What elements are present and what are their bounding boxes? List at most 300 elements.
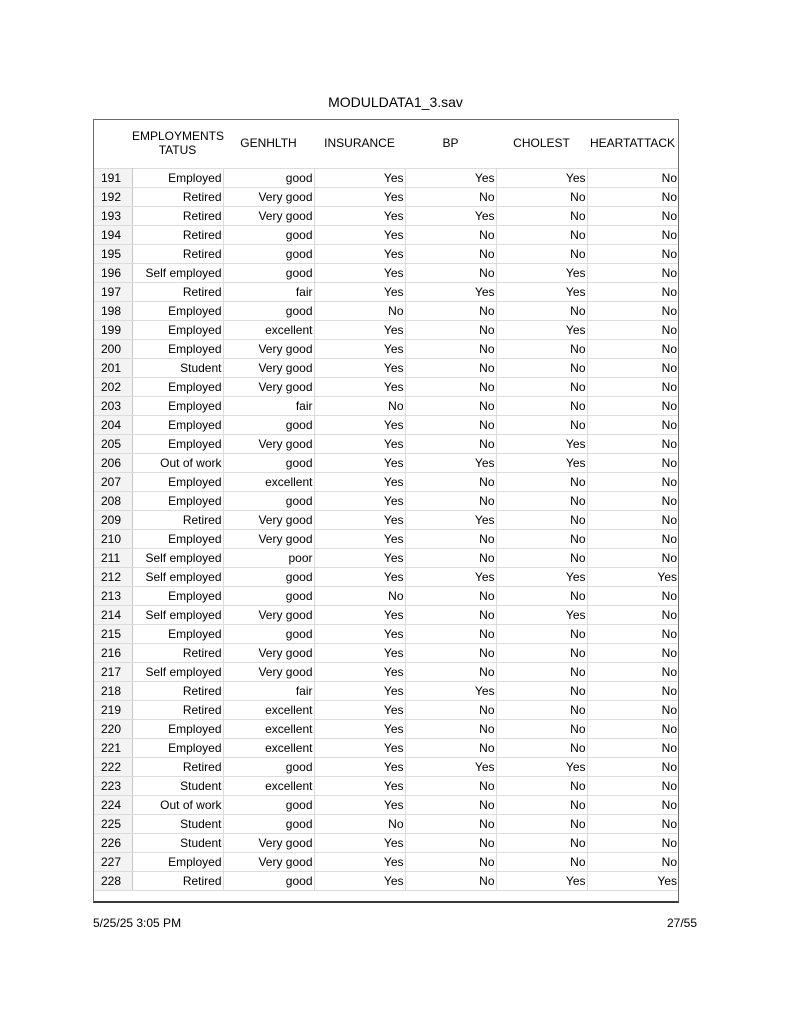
employmentstatus-cell: Retired: [132, 245, 223, 264]
bp-cell: No: [405, 739, 496, 758]
employmentstatus-cell: Employed: [132, 435, 223, 454]
genhlth-cell: good: [223, 625, 314, 644]
heartattack-cell: No: [587, 625, 678, 644]
employmentstatus-cell: Employed: [132, 397, 223, 416]
heartattack-cell: No: [587, 169, 678, 188]
table-row: [94, 625, 678, 644]
genhlth-cell: good: [223, 587, 314, 606]
genhlth-cell: Very good: [223, 340, 314, 359]
employmentstatus-cell: Retired: [132, 511, 223, 530]
employmentstatus-cell: Employed: [132, 720, 223, 739]
employmentstatus-cell: Retired: [132, 872, 223, 891]
heartattack-cell: No: [587, 663, 678, 682]
cholest-cell: No: [496, 416, 587, 435]
heartattack-cell: No: [587, 378, 678, 397]
table-row: [94, 663, 678, 682]
employmentstatus-cell: Employed: [132, 321, 223, 340]
genhlth-cell: Very good: [223, 606, 314, 625]
cholest-cell: No: [496, 853, 587, 872]
bp-cell: No: [405, 625, 496, 644]
bp-cell: Yes: [405, 207, 496, 226]
employmentstatus-cell: Employed: [132, 530, 223, 549]
genhlth-cell: good: [223, 454, 314, 473]
insurance-cell: Yes: [314, 720, 405, 739]
heartattack-cell: No: [587, 530, 678, 549]
employmentstatus-cell: Employed: [132, 302, 223, 321]
employmentstatus-cell: Student: [132, 359, 223, 378]
heartattack-cell: No: [587, 682, 678, 701]
row-number-cell: 211: [94, 549, 132, 568]
row-number-cell: 192: [94, 188, 132, 207]
heartattack-cell: No: [587, 815, 678, 834]
employmentstatus-cell: Retired: [132, 226, 223, 245]
table-row: [94, 283, 678, 302]
heartattack-cell: No: [587, 758, 678, 777]
employmentstatus-cell: Retired: [132, 188, 223, 207]
employmentstatus-cell: Student: [132, 815, 223, 834]
row-number-cell: 193: [94, 207, 132, 226]
table-row: [94, 644, 678, 663]
insurance-cell: Yes: [314, 853, 405, 872]
genhlth-cell: excellent: [223, 739, 314, 758]
genhlth-cell: fair: [223, 682, 314, 701]
table-row: [94, 492, 678, 511]
row-number-header: [94, 120, 132, 169]
bp-cell: No: [405, 644, 496, 663]
bp-cell: No: [405, 397, 496, 416]
cholest-cell: No: [496, 815, 587, 834]
table-row: [94, 245, 678, 264]
heartattack-cell: No: [587, 340, 678, 359]
genhlth-cell: good: [223, 245, 314, 264]
employmentstatus-header: EMPLOYMENTS TATUS: [132, 129, 225, 157]
genhlth-cell: fair: [223, 397, 314, 416]
genhlth-cell: Very good: [223, 834, 314, 853]
genhlth-cell: good: [223, 302, 314, 321]
cholest-cell: No: [496, 739, 587, 758]
genhlth-cell: excellent: [223, 720, 314, 739]
row-number-cell: 223: [94, 777, 132, 796]
row-number-cell: 197: [94, 283, 132, 302]
heartattack-cell: No: [587, 492, 678, 511]
genhlth-cell: good: [223, 872, 314, 891]
insurance-cell: Yes: [314, 701, 405, 720]
table-row: [94, 188, 678, 207]
employmentstatus-cell: Employed: [132, 169, 223, 188]
bp-cell: No: [405, 777, 496, 796]
table-row: [94, 853, 678, 872]
insurance-cell: Yes: [314, 739, 405, 758]
heartattack-cell: No: [587, 739, 678, 758]
genhlth-cell: Very good: [223, 359, 314, 378]
bp-cell: No: [405, 321, 496, 340]
heartattack-cell: No: [587, 359, 678, 378]
insurance-cell: Yes: [314, 283, 405, 302]
cholest-cell: Yes: [496, 454, 587, 473]
bp-cell: Yes: [405, 169, 496, 188]
table-row: [94, 454, 678, 473]
employmentstatus-cell: Retired: [132, 644, 223, 663]
row-number-cell: 203: [94, 397, 132, 416]
employmentstatus-cell: Out of work: [132, 796, 223, 815]
row-number-cell: 198: [94, 302, 132, 321]
bp-cell: No: [405, 492, 496, 511]
table-row: [94, 777, 678, 796]
cholest-cell: Yes: [496, 169, 587, 188]
table-row: [94, 378, 678, 397]
heartattack-cell: No: [587, 606, 678, 625]
genhlth-cell: Very good: [223, 644, 314, 663]
table-row: [94, 435, 678, 454]
table-row: [94, 530, 678, 549]
bp-cell: No: [405, 796, 496, 815]
row-number-cell: 201: [94, 359, 132, 378]
heartattack-cell: Yes: [587, 872, 678, 891]
document-title: MODULDATA1_3.sav: [328, 94, 463, 110]
insurance-cell: Yes: [314, 188, 405, 207]
bp-cell: No: [405, 188, 496, 207]
employmentstatus-cell: Student: [132, 834, 223, 853]
bp-cell: No: [405, 872, 496, 891]
cholest-cell: No: [496, 701, 587, 720]
row-number-cell: 214: [94, 606, 132, 625]
cholest-cell: No: [496, 644, 587, 663]
table-row: [94, 796, 678, 815]
cholest-cell: Yes: [496, 283, 587, 302]
cholest-header: CHOLEST: [513, 136, 570, 150]
cholest-cell: No: [496, 625, 587, 644]
heartattack-cell: No: [587, 283, 678, 302]
row-number-cell: 219: [94, 701, 132, 720]
employmentstatus-cell: Employed: [132, 492, 223, 511]
genhlth-cell: good: [223, 758, 314, 777]
heartattack-cell: No: [587, 473, 678, 492]
insurance-cell: No: [314, 397, 405, 416]
heartattack-cell: No: [587, 416, 678, 435]
employmentstatus-cell: Self employed: [132, 568, 223, 587]
cholest-cell: No: [496, 226, 587, 245]
footer-page-number: 27/55: [666, 916, 697, 930]
cholest-cell: No: [496, 473, 587, 492]
cholest-cell: No: [496, 492, 587, 511]
genhlth-cell: Very good: [223, 511, 314, 530]
cholest-cell: Yes: [496, 568, 587, 587]
genhlth-cell: good: [223, 264, 314, 283]
genhlth-cell: Very good: [223, 853, 314, 872]
bp-cell: No: [405, 530, 496, 549]
bp-cell: Yes: [405, 283, 496, 302]
insurance-cell: Yes: [314, 226, 405, 245]
heartattack-cell: No: [587, 587, 678, 606]
row-number-cell: 226: [94, 834, 132, 853]
insurance-cell: Yes: [314, 777, 405, 796]
row-number-cell: 213: [94, 587, 132, 606]
cholest-cell: Yes: [496, 264, 587, 283]
employmentstatus-cell: Retired: [132, 758, 223, 777]
row-number-cell: 204: [94, 416, 132, 435]
cholest-cell: No: [496, 340, 587, 359]
table-row: [94, 815, 678, 834]
row-number-cell: 227: [94, 853, 132, 872]
insurance-cell: Yes: [314, 435, 405, 454]
cholest-cell: No: [496, 530, 587, 549]
cholest-cell: No: [496, 245, 587, 264]
genhlth-cell: excellent: [223, 701, 314, 720]
row-number-cell: 195: [94, 245, 132, 264]
row-number-cell: 209: [94, 511, 132, 530]
bp-cell: No: [405, 264, 496, 283]
heartattack-cell: No: [587, 796, 678, 815]
row-number-cell: 194: [94, 226, 132, 245]
heartattack-cell: No: [587, 777, 678, 796]
genhlth-cell: good: [223, 815, 314, 834]
bp-cell: Yes: [405, 682, 496, 701]
table-row: [94, 834, 678, 853]
genhlth-cell: good: [223, 226, 314, 245]
cholest-cell: Yes: [496, 606, 587, 625]
bp-cell: No: [405, 549, 496, 568]
insurance-cell: Yes: [314, 530, 405, 549]
genhlth-cell: excellent: [223, 321, 314, 340]
table-row: [94, 511, 678, 530]
bp-cell: No: [405, 701, 496, 720]
cholest-cell: No: [496, 378, 587, 397]
data-table: [94, 120, 678, 891]
insurance-cell: Yes: [314, 169, 405, 188]
heartattack-cell: No: [587, 302, 678, 321]
insurance-cell: Yes: [314, 511, 405, 530]
bp-cell: No: [405, 853, 496, 872]
table-row: [94, 226, 678, 245]
genhlth-cell: Very good: [223, 435, 314, 454]
data-table-frame: [93, 119, 679, 903]
heartattack-cell: No: [587, 853, 678, 872]
bp-cell: No: [405, 606, 496, 625]
heartattack-header: HEARTATTACK: [589, 136, 676, 150]
genhlth-cell: good: [223, 568, 314, 587]
insurance-cell: Yes: [314, 359, 405, 378]
heartattack-cell: Yes: [587, 568, 678, 587]
row-number-cell: 225: [94, 815, 132, 834]
employmentstatus-cell: Retired: [132, 283, 223, 302]
cholest-cell: No: [496, 511, 587, 530]
row-number-cell: 220: [94, 720, 132, 739]
row-number-cell: 216: [94, 644, 132, 663]
employmentstatus-cell: Self employed: [132, 549, 223, 568]
table-row: [94, 264, 678, 283]
employmentstatus-cell: Employed: [132, 625, 223, 644]
cholest-cell: No: [496, 359, 587, 378]
employmentstatus-cell: Self employed: [132, 606, 223, 625]
insurance-cell: Yes: [314, 872, 405, 891]
insurance-cell: Yes: [314, 625, 405, 644]
cholest-cell: Yes: [496, 758, 587, 777]
bp-cell: No: [405, 587, 496, 606]
heartattack-cell: No: [587, 226, 678, 245]
row-number-cell: 191: [94, 169, 132, 188]
bp-cell: Yes: [405, 511, 496, 530]
bp-cell: No: [405, 435, 496, 454]
table-row: [94, 720, 678, 739]
cholest-cell: No: [496, 834, 587, 853]
cholest-cell: Yes: [496, 321, 587, 340]
insurance-cell: Yes: [314, 834, 405, 853]
heartattack-cell: No: [587, 701, 678, 720]
insurance-cell: Yes: [314, 663, 405, 682]
bp-cell: No: [405, 245, 496, 264]
genhlth-cell: Very good: [223, 378, 314, 397]
table-row: [94, 606, 678, 625]
row-number-cell: 196: [94, 264, 132, 283]
cholest-cell: No: [496, 720, 587, 739]
insurance-cell: Yes: [314, 321, 405, 340]
insurance-header: INSURANCE: [324, 136, 395, 150]
heartattack-cell: No: [587, 549, 678, 568]
heartattack-cell: No: [587, 644, 678, 663]
employmentstatus-cell: Employed: [132, 587, 223, 606]
insurance-cell: Yes: [314, 682, 405, 701]
table-row: [94, 682, 678, 701]
insurance-cell: Yes: [314, 758, 405, 777]
table-row: [94, 169, 678, 188]
heartattack-cell: No: [587, 207, 678, 226]
heartattack-cell: No: [587, 834, 678, 853]
bp-cell: No: [405, 416, 496, 435]
genhlth-cell: good: [223, 796, 314, 815]
genhlth-cell: good: [223, 416, 314, 435]
row-number-cell: 224: [94, 796, 132, 815]
bp-cell: No: [405, 473, 496, 492]
table-row: [94, 568, 678, 587]
row-number-cell: 202: [94, 378, 132, 397]
insurance-cell: Yes: [314, 416, 405, 435]
row-number-cell: 212: [94, 568, 132, 587]
row-number-cell: 215: [94, 625, 132, 644]
cholest-cell: No: [496, 663, 587, 682]
genhlth-cell: Very good: [223, 530, 314, 549]
insurance-cell: Yes: [314, 796, 405, 815]
cholest-cell: No: [496, 549, 587, 568]
table-header-row: [94, 120, 678, 169]
employmentstatus-cell: Employed: [132, 853, 223, 872]
genhlth-cell: Very good: [223, 663, 314, 682]
bp-cell: No: [405, 720, 496, 739]
employmentstatus-cell: Employed: [132, 340, 223, 359]
table-row: [94, 340, 678, 359]
table-row: [94, 473, 678, 492]
insurance-cell: Yes: [314, 644, 405, 663]
employmentstatus-cell: Employed: [132, 416, 223, 435]
genhlth-cell: good: [223, 169, 314, 188]
insurance-cell: No: [314, 302, 405, 321]
genhlth-cell: excellent: [223, 473, 314, 492]
employmentstatus-cell: Out of work: [132, 454, 223, 473]
employmentstatus-cell: Employed: [132, 473, 223, 492]
cholest-cell: No: [496, 777, 587, 796]
insurance-cell: Yes: [314, 340, 405, 359]
insurance-cell: No: [314, 587, 405, 606]
cholest-cell: Yes: [496, 435, 587, 454]
bp-cell: No: [405, 340, 496, 359]
row-number-cell: 200: [94, 340, 132, 359]
bp-cell: No: [405, 378, 496, 397]
insurance-cell: Yes: [314, 568, 405, 587]
heartattack-cell: No: [587, 321, 678, 340]
cholest-cell: No: [496, 796, 587, 815]
table-row: [94, 758, 678, 777]
row-number-cell: 207: [94, 473, 132, 492]
row-number-cell: 206: [94, 454, 132, 473]
employmentstatus-cell: Retired: [132, 701, 223, 720]
heartattack-cell: No: [587, 245, 678, 264]
employmentstatus-cell: Retired: [132, 682, 223, 701]
bp-cell: No: [405, 226, 496, 245]
bp-cell: Yes: [405, 454, 496, 473]
employmentstatus-cell: Employed: [132, 739, 223, 758]
genhlth-cell: good: [223, 492, 314, 511]
bp-cell: No: [405, 815, 496, 834]
row-number-cell: 221: [94, 739, 132, 758]
row-number-cell: 217: [94, 663, 132, 682]
insurance-cell: Yes: [314, 378, 405, 397]
table-body: [94, 169, 678, 891]
insurance-cell: Yes: [314, 245, 405, 264]
genhlth-cell: poor: [223, 549, 314, 568]
table-row: [94, 359, 678, 378]
table-row: [94, 549, 678, 568]
table-row: [94, 302, 678, 321]
bp-cell: No: [405, 834, 496, 853]
table-row: [94, 416, 678, 435]
cholest-cell: Yes: [496, 872, 587, 891]
insurance-cell: Yes: [314, 454, 405, 473]
row-number-cell: 199: [94, 321, 132, 340]
row-number-cell: 208: [94, 492, 132, 511]
heartattack-cell: No: [587, 511, 678, 530]
table-row: [94, 739, 678, 758]
employmentstatus-cell: Retired: [132, 207, 223, 226]
cholest-cell: No: [496, 682, 587, 701]
heartattack-cell: No: [587, 435, 678, 454]
employmentstatus-cell: Student: [132, 777, 223, 796]
heartattack-cell: No: [587, 264, 678, 283]
table-row: [94, 207, 678, 226]
insurance-cell: Yes: [314, 492, 405, 511]
employmentstatus-cell: Self employed: [132, 663, 223, 682]
row-number-cell: 222: [94, 758, 132, 777]
employmentstatus-cell: Employed: [132, 378, 223, 397]
table-row: [94, 587, 678, 606]
genhlth-cell: excellent: [223, 777, 314, 796]
row-number-cell: 205: [94, 435, 132, 454]
insurance-cell: No: [314, 815, 405, 834]
bp-cell: No: [405, 302, 496, 321]
insurance-cell: Yes: [314, 207, 405, 226]
cholest-cell: No: [496, 397, 587, 416]
genhlth-cell: Very good: [223, 188, 314, 207]
insurance-cell: Yes: [314, 549, 405, 568]
cholest-cell: No: [496, 188, 587, 207]
table-row: [94, 872, 678, 891]
heartattack-cell: No: [587, 397, 678, 416]
genhlth-header: GENHLTH: [240, 136, 297, 150]
heartattack-cell: No: [587, 720, 678, 739]
row-number-cell: 210: [94, 530, 132, 549]
row-number-cell: 228: [94, 872, 132, 891]
table-row: [94, 321, 678, 340]
table-row: [94, 701, 678, 720]
insurance-cell: Yes: [314, 473, 405, 492]
